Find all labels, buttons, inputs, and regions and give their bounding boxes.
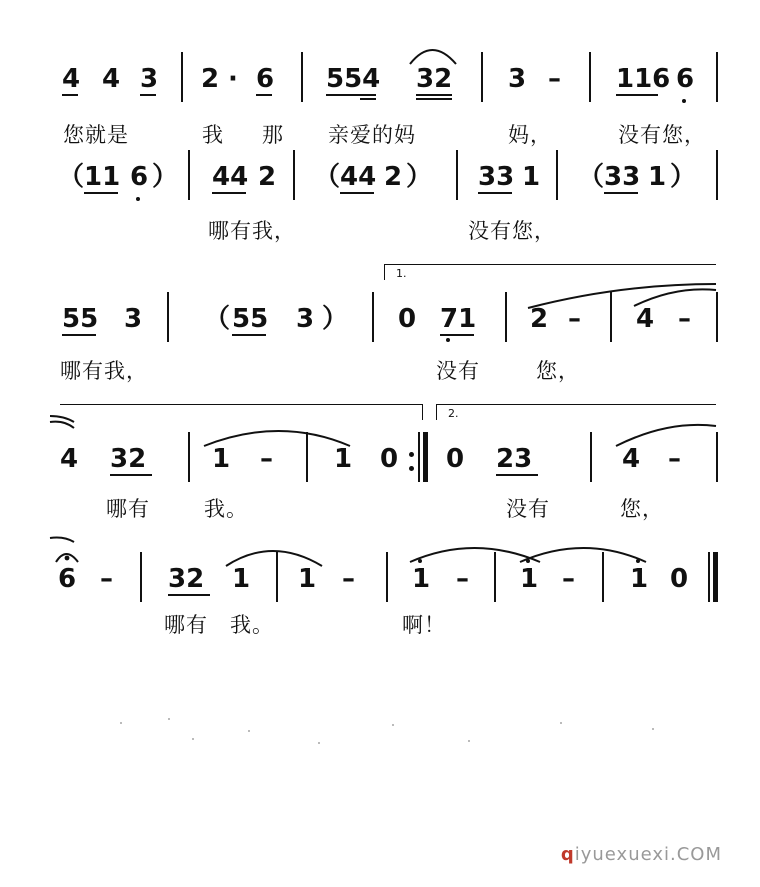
note: 3 <box>124 304 143 334</box>
scan-speck <box>468 740 470 742</box>
barline <box>372 292 374 342</box>
note-group: 71 <box>440 304 477 334</box>
tie <box>50 416 74 422</box>
underline <box>440 334 474 336</box>
note: 3 <box>140 64 159 94</box>
paren: （ <box>58 162 85 192</box>
barline <box>167 292 169 342</box>
underline <box>62 94 78 96</box>
barline <box>590 432 592 482</box>
note: 1 <box>522 162 541 192</box>
paren: ） <box>406 162 433 192</box>
watermark-logo-letter: q <box>560 844 575 865</box>
barline <box>306 432 308 482</box>
tie <box>50 422 74 428</box>
paren: （ <box>314 162 341 192</box>
lyric: 妈， <box>508 123 552 147</box>
barline <box>293 150 295 200</box>
barline <box>481 52 483 102</box>
paren: （ <box>204 304 231 334</box>
note: 4 <box>60 444 79 474</box>
volta-bracket-top <box>60 404 422 405</box>
underline <box>604 192 638 194</box>
underline <box>168 594 210 596</box>
scan-speck <box>560 722 562 724</box>
note: 6 <box>256 64 275 94</box>
volta-bracket-left <box>384 264 385 280</box>
dash: – <box>456 564 469 594</box>
underline <box>616 94 658 96</box>
underline <box>416 98 452 100</box>
dash: – <box>562 564 575 594</box>
high-octave-dot <box>526 559 530 563</box>
underline <box>140 94 156 96</box>
note-group: 32 <box>110 444 147 474</box>
underline <box>340 192 374 194</box>
barline <box>188 150 190 200</box>
low-octave-dot <box>136 197 140 201</box>
final-barline-thick <box>713 552 718 602</box>
underline <box>478 192 512 194</box>
note: 1 <box>648 162 667 192</box>
barline <box>716 432 718 482</box>
underline <box>212 192 246 194</box>
paren: ） <box>670 162 697 192</box>
underline <box>232 334 266 336</box>
repeat-dot <box>409 466 414 471</box>
lyric: 哪有我， <box>208 219 296 243</box>
underline <box>62 334 96 336</box>
lyric: 我。 <box>230 613 274 637</box>
low-octave-dot <box>682 99 686 103</box>
scan-speck <box>248 730 250 732</box>
barline <box>610 292 612 342</box>
lyric: 没有 <box>436 359 480 383</box>
volta-bracket-top <box>384 264 716 265</box>
fermata-dot <box>65 556 70 561</box>
tie <box>50 538 74 543</box>
fermata-arc <box>56 554 78 562</box>
dash: – <box>678 304 691 334</box>
paren: （ <box>578 162 605 192</box>
note: 6 <box>130 162 149 192</box>
note-group: 116 <box>616 64 671 94</box>
barline <box>386 552 388 602</box>
scan-speck <box>168 718 170 720</box>
lyric: 我 <box>202 123 224 147</box>
note-group: 55 <box>62 304 99 334</box>
underline <box>326 94 376 96</box>
repeat-barline-thick <box>423 432 428 482</box>
barline <box>276 552 278 602</box>
underline <box>84 192 118 194</box>
scan-speck <box>120 722 122 724</box>
high-octave-dot <box>418 559 422 563</box>
note-group: 33 <box>478 162 515 192</box>
dash: – <box>260 444 273 474</box>
lyric: 哪有 <box>106 497 150 521</box>
barline <box>301 52 303 102</box>
note: 6 <box>58 564 77 594</box>
dash: – <box>548 64 561 94</box>
lyric: 没有 <box>506 497 550 521</box>
underline <box>416 94 452 96</box>
lyric: 那 <box>262 123 284 147</box>
note: 1 <box>630 564 649 594</box>
barline <box>140 552 142 602</box>
note-group: 32 <box>168 564 205 594</box>
note-group: 44 <box>340 162 377 192</box>
lyric: 您， <box>620 497 664 521</box>
watermark-domain: iyuexuexi.COM <box>574 844 722 865</box>
barline <box>716 52 718 102</box>
high-octave-dot <box>636 559 640 563</box>
scan-speck <box>318 742 320 744</box>
lyric: 我。 <box>204 497 248 521</box>
lyric: 哪有我， <box>60 359 148 383</box>
underline <box>110 474 152 476</box>
barline <box>602 552 604 602</box>
dash: – <box>100 564 113 594</box>
note-group: 11 <box>84 162 121 192</box>
volta-bracket-end <box>422 404 423 420</box>
barline <box>716 292 718 342</box>
slur <box>410 50 456 64</box>
lyric: 您， <box>536 359 580 383</box>
lyric: 哪有 <box>164 613 208 637</box>
note-group: 55 <box>232 304 269 334</box>
note: 3 <box>508 64 527 94</box>
volta-number: 2. <box>448 407 459 420</box>
note-group: 23 <box>496 444 533 474</box>
note: 2 <box>530 304 549 334</box>
rest: 0 <box>670 564 689 594</box>
note: 1 <box>212 444 231 474</box>
note: 1 <box>334 444 353 474</box>
dash: – <box>342 564 355 594</box>
repeat-dot <box>409 452 414 457</box>
note: 4 <box>62 64 81 94</box>
note: 3 <box>296 304 315 334</box>
lyric: 啊！ <box>402 613 446 637</box>
note: 4 <box>622 444 641 474</box>
barline <box>456 150 458 200</box>
note: 0 <box>398 304 417 334</box>
lyric: 亲爱的妈 <box>328 123 416 147</box>
note-group: 33 <box>604 162 641 192</box>
underline <box>496 474 538 476</box>
barline <box>716 150 718 200</box>
note: 1 <box>298 564 317 594</box>
barline <box>505 292 507 342</box>
note: 0 <box>446 444 465 474</box>
augmentation-dot: · <box>228 64 238 94</box>
note: 2 <box>258 162 277 192</box>
volta-bracket-top <box>436 404 716 405</box>
rest: 0 <box>380 444 399 474</box>
note-group: 44 <box>212 162 249 192</box>
scan-speck <box>652 728 654 730</box>
lyric: 没有您， <box>618 123 706 147</box>
note: 6 <box>676 64 695 94</box>
note: 4 <box>636 304 655 334</box>
note: 1 <box>520 564 539 594</box>
volta-number: 1. <box>396 267 407 280</box>
low-octave-dot <box>446 338 450 342</box>
barline <box>494 552 496 602</box>
volta-bracket-left <box>436 404 437 420</box>
note-group: 32 <box>416 64 453 94</box>
scan-speck <box>392 724 394 726</box>
paren: ） <box>152 162 179 192</box>
lyric: 您就是 <box>63 123 129 147</box>
dash: – <box>568 304 581 334</box>
tie <box>616 425 716 446</box>
paren: ） <box>322 304 349 334</box>
underline <box>360 98 376 100</box>
tie <box>520 548 646 562</box>
repeat-barline-thin <box>418 432 420 482</box>
dash: – <box>668 444 681 474</box>
scan-speck <box>192 738 194 740</box>
tie <box>410 548 540 562</box>
barline <box>589 52 591 102</box>
final-barline-thin <box>708 552 710 602</box>
barline <box>556 150 558 200</box>
underline <box>256 94 272 96</box>
note: 1 <box>232 564 251 594</box>
watermark <box>561 844 722 865</box>
note: 1 <box>412 564 431 594</box>
barline <box>181 52 183 102</box>
note: 4 <box>102 64 121 94</box>
barline <box>188 432 190 482</box>
note-group: 554 <box>326 64 381 94</box>
note: 2 <box>201 64 220 94</box>
lyric: 没有您， <box>468 219 556 243</box>
note: 2 <box>384 162 403 192</box>
